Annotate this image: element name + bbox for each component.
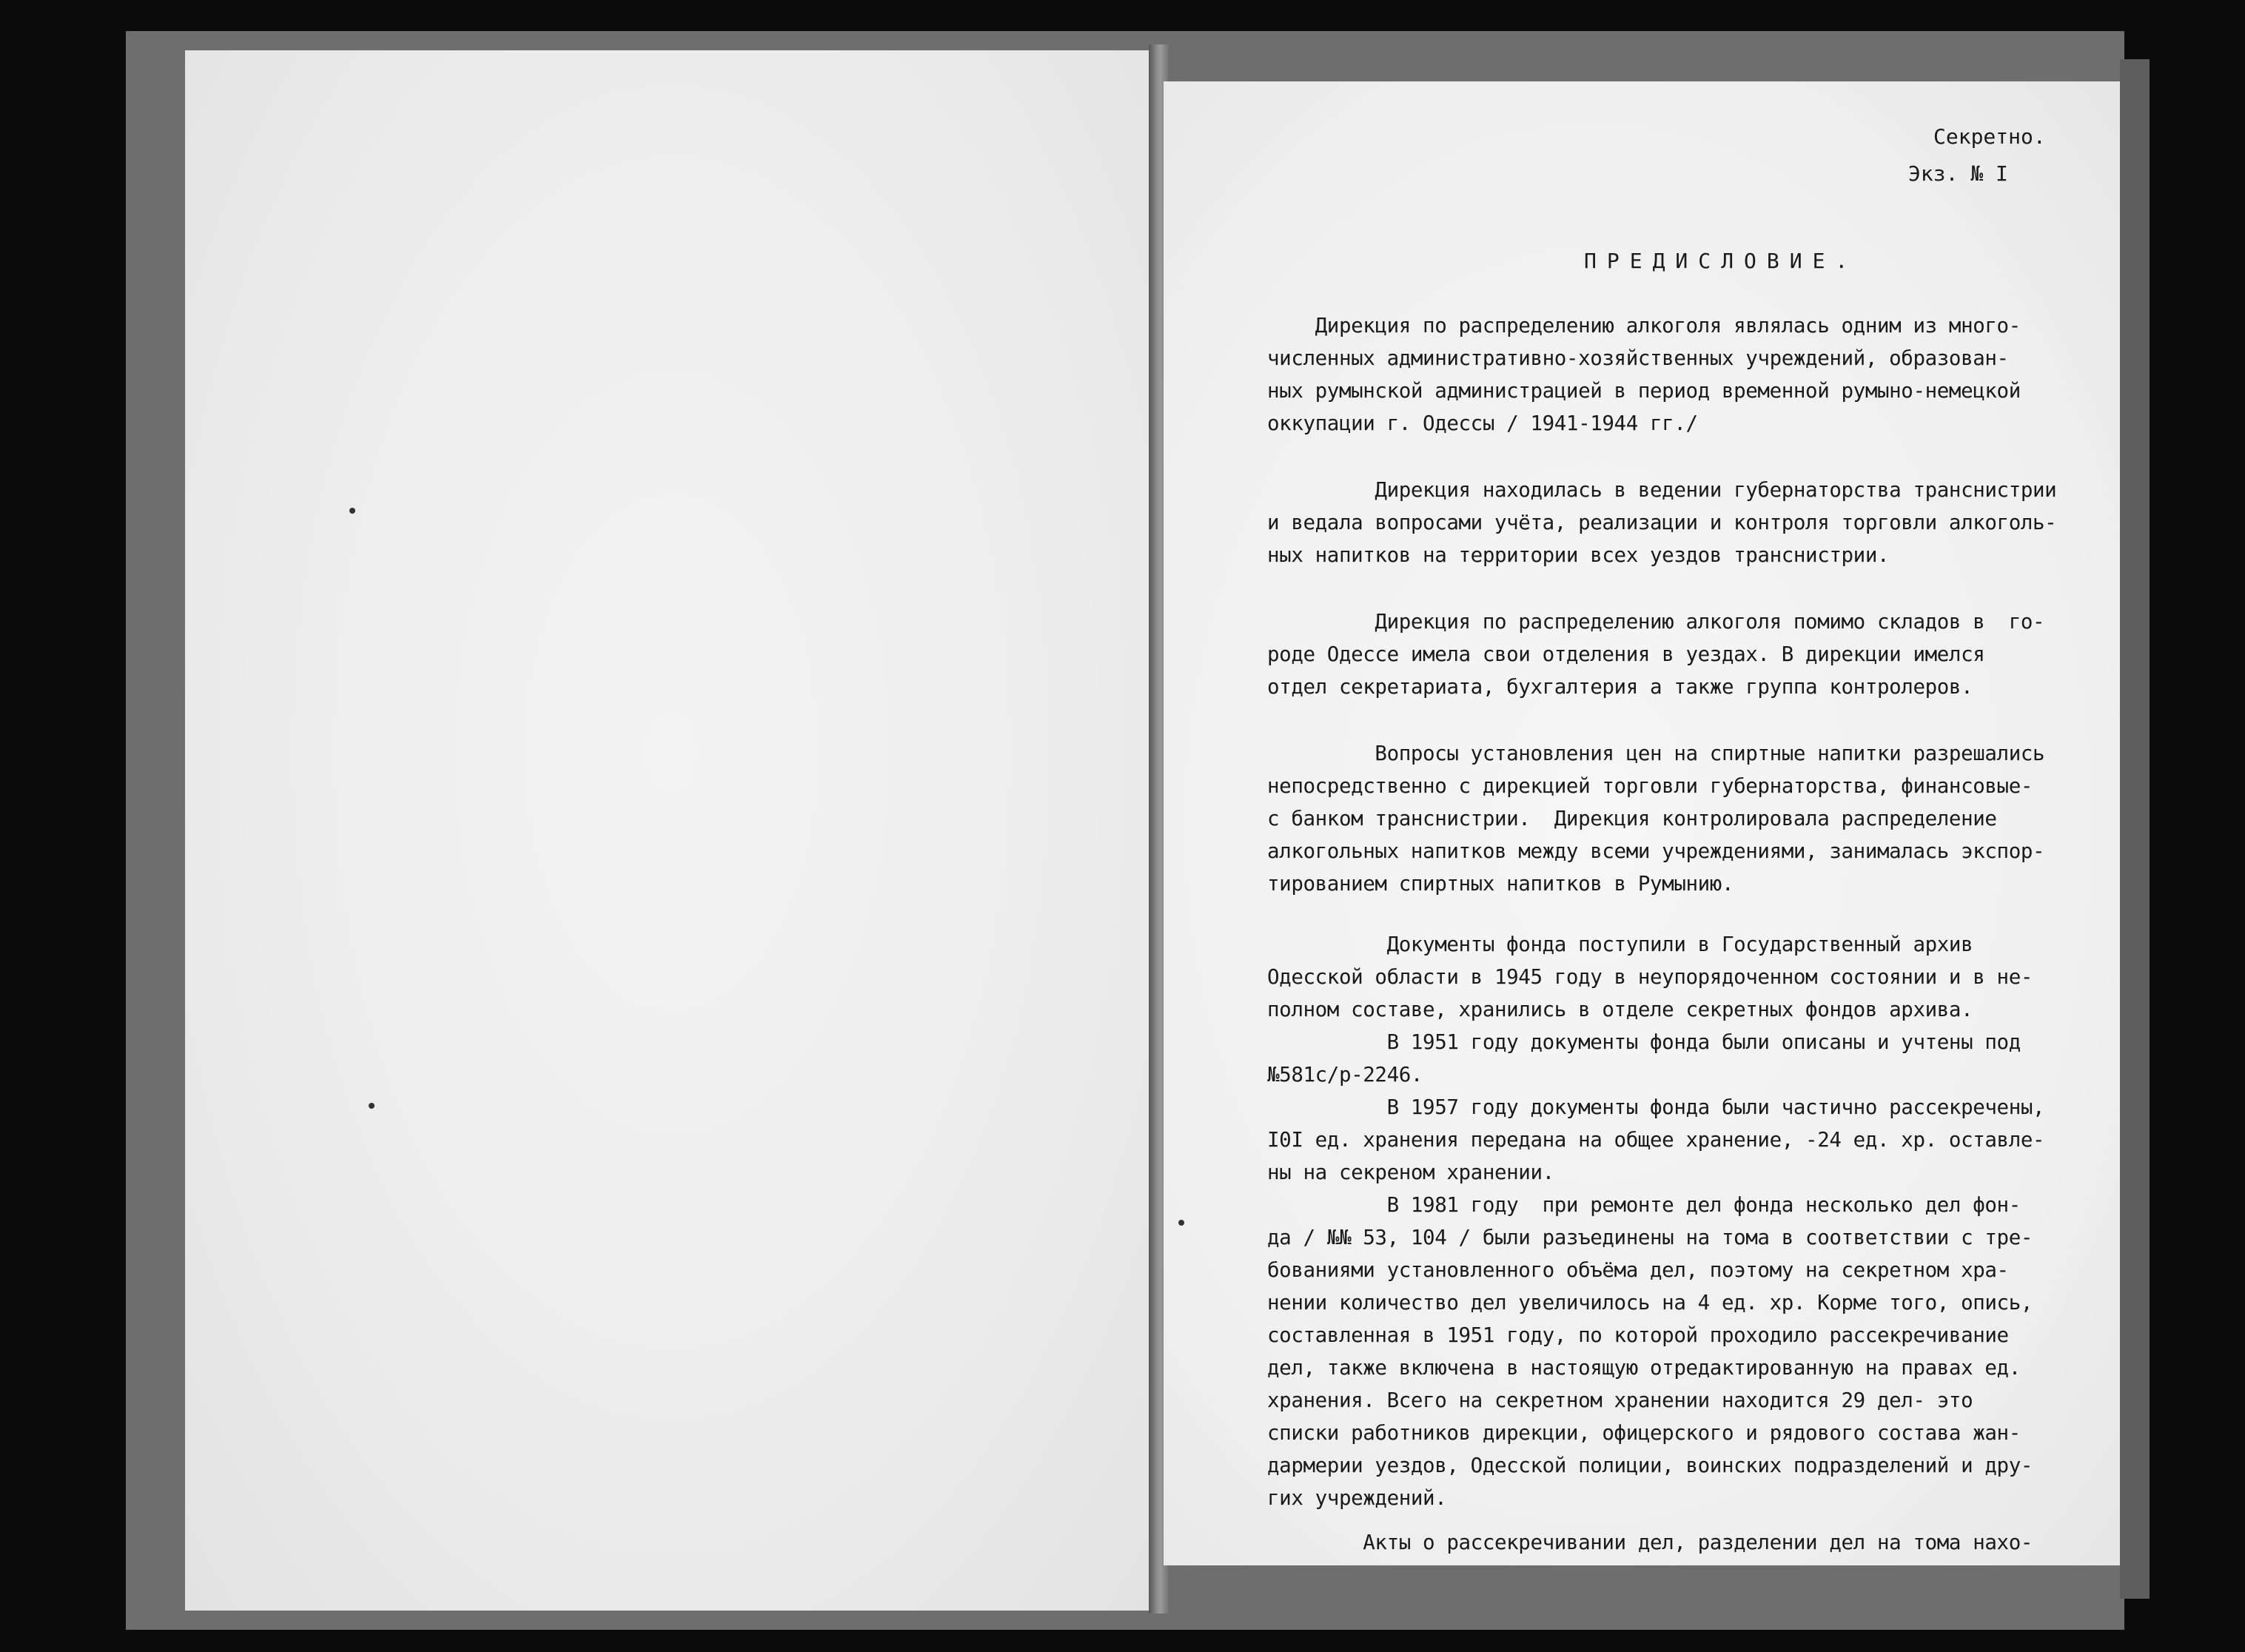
text-line: В 1951 году документы фонда были описаны и учтены под (1267, 1030, 2021, 1054)
page-speck (1178, 1220, 1184, 1226)
text-line: роде Одессе имела свои отделения в уездах. В дирекции имелся (1267, 642, 1985, 666)
text-line: алкогольных напитков между всеми учреждениями, занималась экспор- (1267, 839, 2045, 863)
text-line: оккупации г. Одессы / 1941-1944 гг./ (1267, 412, 1698, 435)
text-line: нении количество дел увеличилось на 4 ед. хр. Корме того, опись, (1267, 1291, 2033, 1314)
preface-text (1267, 309, 2118, 1559)
text-line: Дирекция находилась в ведении губернаторства транснистрии (1267, 478, 2057, 502)
text-line: Акты о рассекречивании дел, разделении дел на тома нахо- (1267, 1531, 2033, 1554)
text-line: тированием спиртных напитков в Румынию. (1267, 872, 1734, 896)
page-speck (349, 508, 355, 514)
text-line: да / №№ 53, 104 / были разъединены на тома в соответствии с тре- (1267, 1226, 2033, 1249)
text-line: ных напитков на территории всех уездов транснистрии. (1267, 543, 1890, 567)
text-line: №581с/р-2246. (1267, 1063, 1423, 1087)
text-line: составленная в 1951 году, по которой проходило рассекречивание (1267, 1323, 2009, 1347)
text-line: полном составе, хранились в отделе секретных фондов архива. (1267, 998, 1973, 1021)
paragraph-4 (1267, 737, 2118, 900)
text-line: гих учреждений. (1267, 1486, 1447, 1510)
page-speck (369, 1103, 375, 1109)
text-line: В 1981 году при ремонте дел фонда несколько дел фон- (1267, 1193, 2021, 1217)
cover-edge (2120, 59, 2150, 1599)
text-line: Дирекция по распределению алкоголя помимо складов в го- (1267, 610, 2045, 634)
copy-number: Экз. № I (1908, 161, 2008, 186)
paragraph-1 (1267, 309, 2118, 440)
text-line: списки работников дирекции, офицерского и рядового состава жан- (1267, 1421, 2021, 1445)
document-title: ПРЕДИСЛОВИЕ. (1584, 249, 1859, 273)
text-line: дармерии уездов, Одесской полиции, воинских подразделений и дру- (1267, 1454, 2033, 1477)
left-page-blank (185, 50, 1163, 1611)
paragraph-3 (1267, 605, 2118, 703)
paragraph-2 (1267, 474, 2118, 571)
text-line: хранения. Всего на секретном хранении находится 29 дел- это (1267, 1389, 1973, 1412)
text-line: Документы фонда поступили в Государственный архив (1267, 933, 1973, 956)
text-line: с банком транснистрии. Дирекция контролировала распределение (1267, 807, 1997, 830)
text-line: отдел секретариата, бухгалтерия а также группа контролеров. (1267, 675, 1973, 699)
text-line: I0I ед. хранения передана на общее хранение, -24 ед. хр. оставле- (1267, 1128, 2045, 1152)
text-line: ных румынской администрацией в период временной румыно-немецкой (1267, 379, 2021, 403)
text-line: Одесской области в 1945 году в неупорядоченном состоянии и в не- (1267, 965, 2033, 989)
text-line: бованиями установленного объёма дел, поэтому на секретном хра- (1267, 1258, 2009, 1282)
secret-stamp: Секретно. (1933, 124, 2046, 149)
text-line: и ведала вопросами учёта, реализации и контроля торговли алкоголь- (1267, 511, 2057, 534)
text-line: Вопросы установления цен на спиртные напитки разрешались (1267, 742, 2045, 765)
text-line: дел, также включена в настоящую отредактированную на правах ед. (1267, 1356, 2021, 1380)
text-line: Дирекция по распределению алкоголя являлась одним из много- (1267, 314, 2021, 338)
paragraph-5 (1267, 928, 2118, 1559)
text-line: ны на секреном хранении. (1267, 1161, 1554, 1184)
text-line: численных административно-хозяйственных учреждений, образован- (1267, 346, 2009, 370)
text-line: непосредственно с дирекцией торговли губернаторства, финансовые- (1267, 774, 2033, 798)
text-line: В 1957 году документы фонда были частично рассекречены, (1267, 1095, 2045, 1119)
